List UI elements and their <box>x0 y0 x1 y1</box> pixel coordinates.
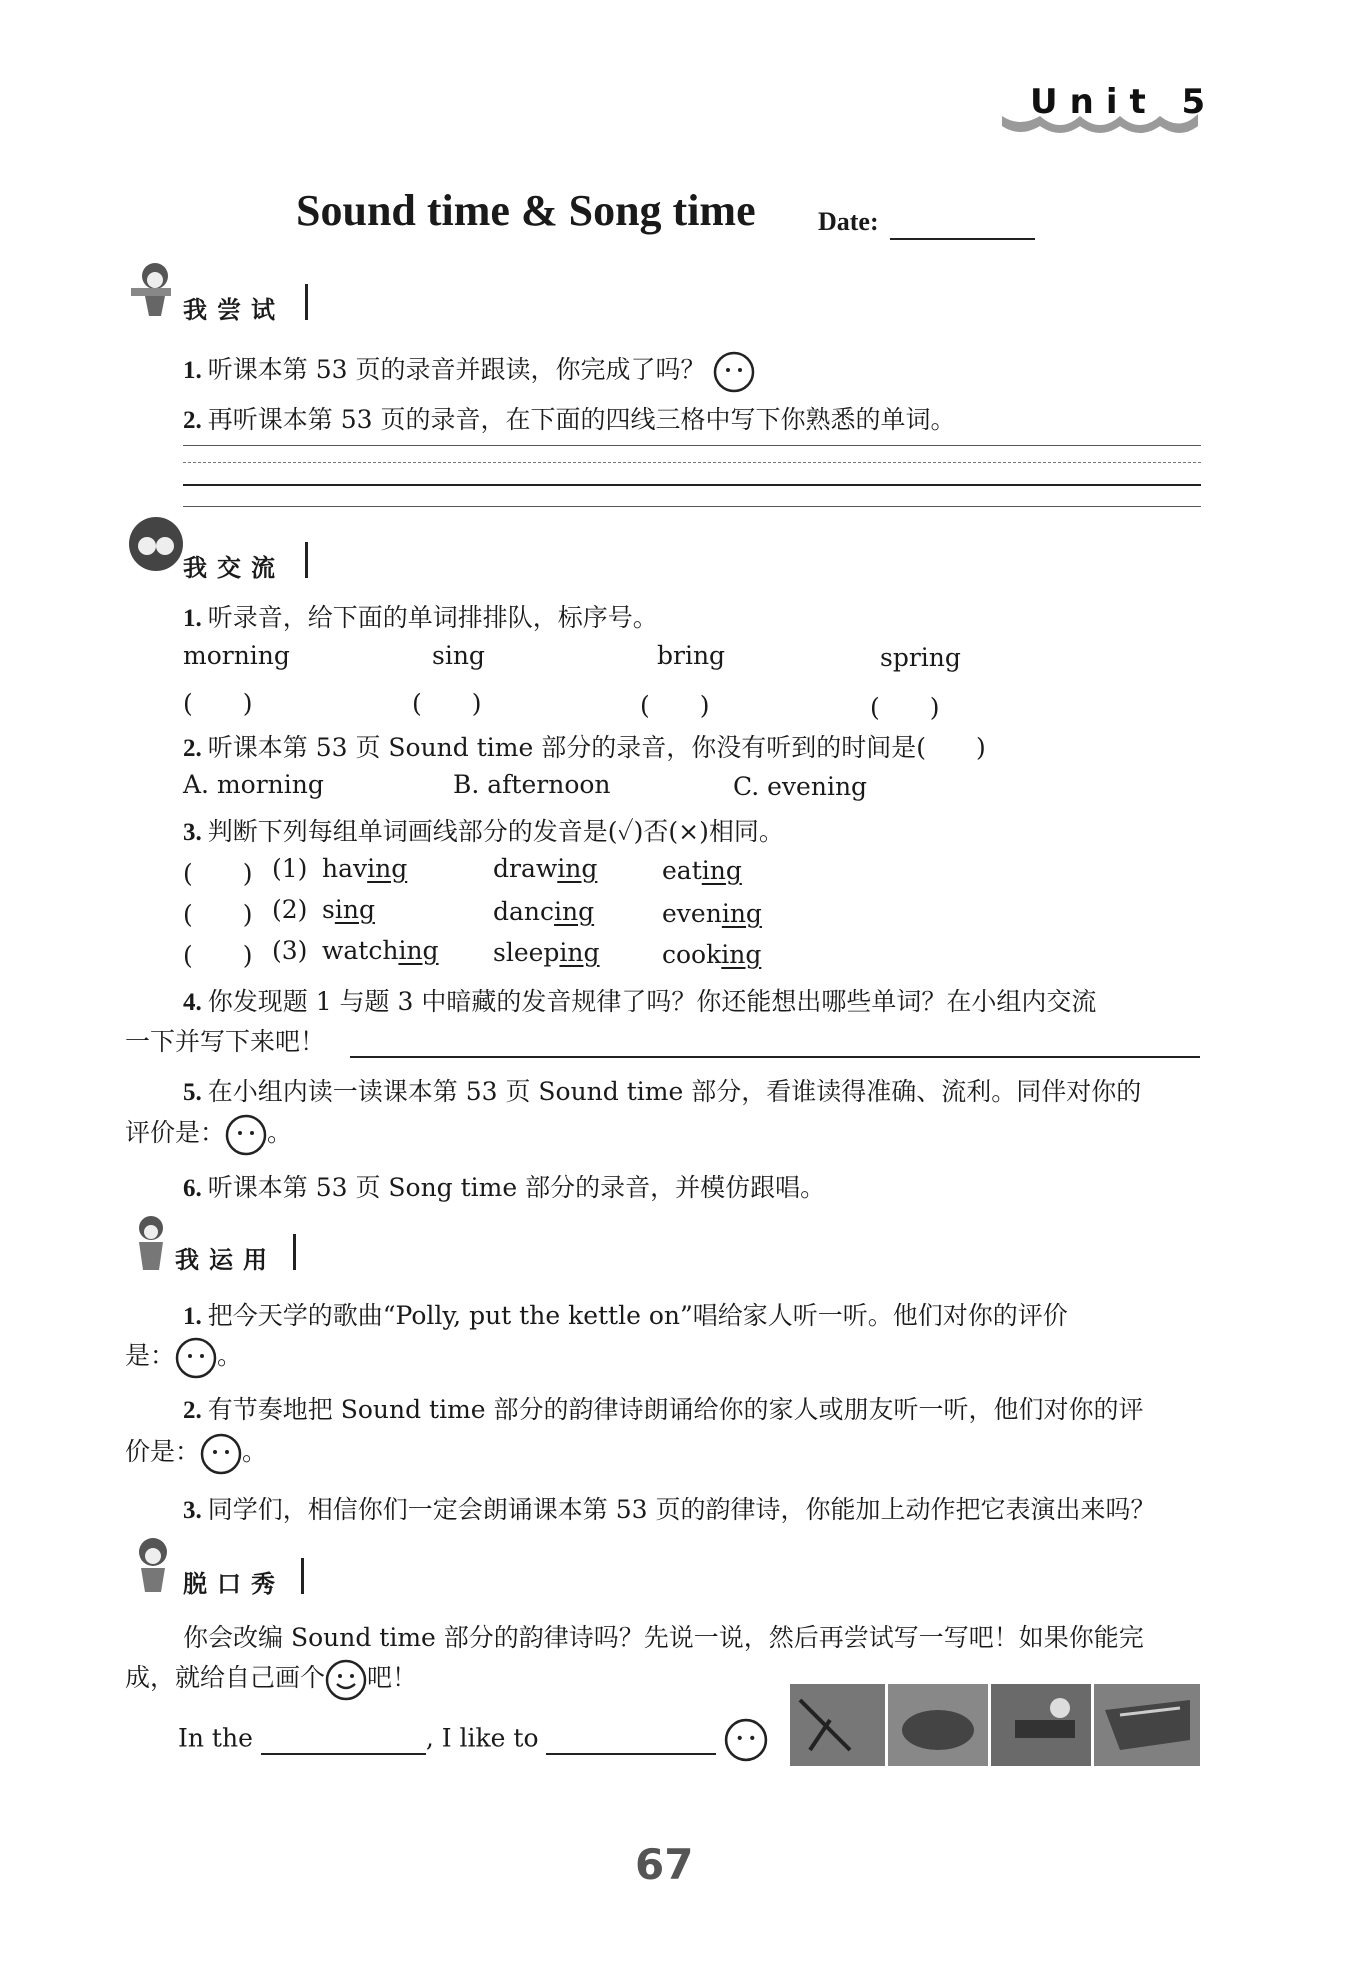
word-bring: bring <box>657 641 726 670</box>
answer-paren[interactable]: ( ) <box>870 693 940 722</box>
blank-face-icon[interactable] <box>225 1114 267 1156</box>
page-title: Sound time & Song time <box>296 186 756 235</box>
section-exchange-header <box>125 518 325 582</box>
date-blank[interactable] <box>890 238 1035 240</box>
fill-sentence: In the , I like to <box>178 1718 768 1762</box>
section-divider <box>293 1234 296 1270</box>
judge-paren[interactable]: ( ) <box>183 900 253 929</box>
word: evening <box>662 899 762 928</box>
section-divider <box>305 542 308 578</box>
section-exchange-label: 我交流 <box>183 554 285 582</box>
word-morning: morning <box>183 641 290 670</box>
section-show-label: 脱口秀 <box>183 1570 285 1598</box>
kids-icon <box>125 514 187 576</box>
writing-line-1[interactable] <box>183 445 1201 446</box>
smiley-face-icon <box>325 1659 367 1701</box>
exchange-q5-cont: 评价是： 。 <box>125 1113 292 1156</box>
try-q1: 1. 听课本第 53 页的录音并跟读，你完成了吗？ <box>183 350 755 393</box>
word: cooking <box>662 940 762 969</box>
apply-q3: 3. 同学们，相信你们一定会朗诵课本第 53 页的韵律诗，你能加上动作把它表演出来吗？ <box>183 1495 1156 1524</box>
exchange-q5: 5. 在小组内读一读课本第 53 页 Sound time 部分，看谁读得准确、流利。同伴对你的 <box>183 1077 1142 1106</box>
word: having <box>322 854 408 883</box>
section-try-header <box>125 262 325 324</box>
girl-icon <box>125 258 187 320</box>
show-text-2: 成，就给自己画个 吧！ <box>125 1658 417 1701</box>
exchange-q3: 3. 判断下列每组单词画线部分的发音是(✓)否(×)相同。 <box>183 817 784 846</box>
unit-label: Unit 5 <box>1030 82 1218 122</box>
answer-paren[interactable]: ( ) <box>412 689 482 718</box>
date-label: Date: <box>818 207 879 236</box>
apply-q1-cont: 是： 。 <box>125 1336 242 1379</box>
option-c: C. evening <box>733 772 868 801</box>
section-divider <box>305 284 308 320</box>
row-index: (2) <box>272 895 308 924</box>
page-number: 67 <box>635 1840 694 1889</box>
blank-face-icon[interactable] <box>724 1718 768 1762</box>
girl-icon <box>125 1212 177 1274</box>
section-divider <box>301 1558 304 1594</box>
row-index: (3) <box>272 936 308 965</box>
writing-line-4[interactable] <box>183 506 1201 507</box>
show-text-1: 你会改编 Sound time 部分的韵律诗吗？先说一说，然后再尝试写一写吧！如果你能完 <box>183 1623 1144 1652</box>
word: eating <box>662 856 742 885</box>
answer-paren[interactable]: ( ) <box>640 691 710 720</box>
fill-blank-place[interactable] <box>261 1724 426 1755</box>
option-b: B. afternoon <box>453 770 611 799</box>
option-a: A. morning <box>183 770 324 799</box>
apply-q2: 2. 有节奏地把 Sound time 部分的韵律诗朗诵给你的家人或朋友听一听，他们对你的评 <box>183 1395 1144 1424</box>
section-try-label: 我尝试 <box>183 296 285 324</box>
blank-face-icon[interactable] <box>200 1433 242 1475</box>
apply-q2-cont: 价是： 。 <box>125 1432 267 1475</box>
judge-paren[interactable]: ( ) <box>183 941 253 970</box>
writing-line-3[interactable] <box>183 484 1201 486</box>
answer-line[interactable] <box>350 1056 1200 1058</box>
apply-q1: 1. 把今天学的歌曲“Polly, put the kettle on”唱给家人听一听。他们对你的评价 <box>183 1301 1068 1330</box>
housework-illustration <box>790 1680 1200 1768</box>
exchange-q4-cont: 一下并写下来吧！ <box>125 1027 326 1056</box>
girl-icon <box>125 1534 183 1596</box>
section-apply-header <box>125 1218 325 1274</box>
word-sing: sing <box>432 641 485 670</box>
exchange-q2: 2. 听课本第 53 页 Sound time 部分的录音，你没有听到的时间是( ) <box>183 733 986 762</box>
word: dancing <box>493 897 595 926</box>
section-apply-label: 我运用 <box>175 1246 277 1274</box>
word: watching <box>322 936 439 965</box>
blank-face-icon[interactable] <box>175 1337 217 1379</box>
try-q2: 2. 再听课本第 53 页的录音，在下面的四线三格中写下你熟悉的单词。 <box>183 405 956 434</box>
word-spring: spring <box>880 643 961 672</box>
word: drawing <box>493 854 598 883</box>
exchange-q1: 1. 听录音，给下面的单词排排队，标序号。 <box>183 603 658 632</box>
writing-line-2[interactable] <box>183 462 1201 463</box>
judge-paren[interactable]: ( ) <box>183 859 253 888</box>
blank-face-icon[interactable] <box>713 351 755 393</box>
row-index: (1) <box>272 854 308 883</box>
word: sing <box>322 895 375 924</box>
answer-paren[interactable]: ( ) <box>183 689 253 718</box>
word: sleeping <box>493 938 600 967</box>
exchange-q4: 4. 你发现题 1 与题 3 中暗藏的发音规律了吗？你还能想出哪些单词？在小组内交流 <box>183 987 1097 1016</box>
section-show-header <box>125 1540 325 1598</box>
exchange-q6: 6. 听课本第 53 页 Song time 部分的录音，并模仿跟唱。 <box>183 1173 826 1202</box>
fill-blank-action[interactable] <box>546 1724 716 1755</box>
